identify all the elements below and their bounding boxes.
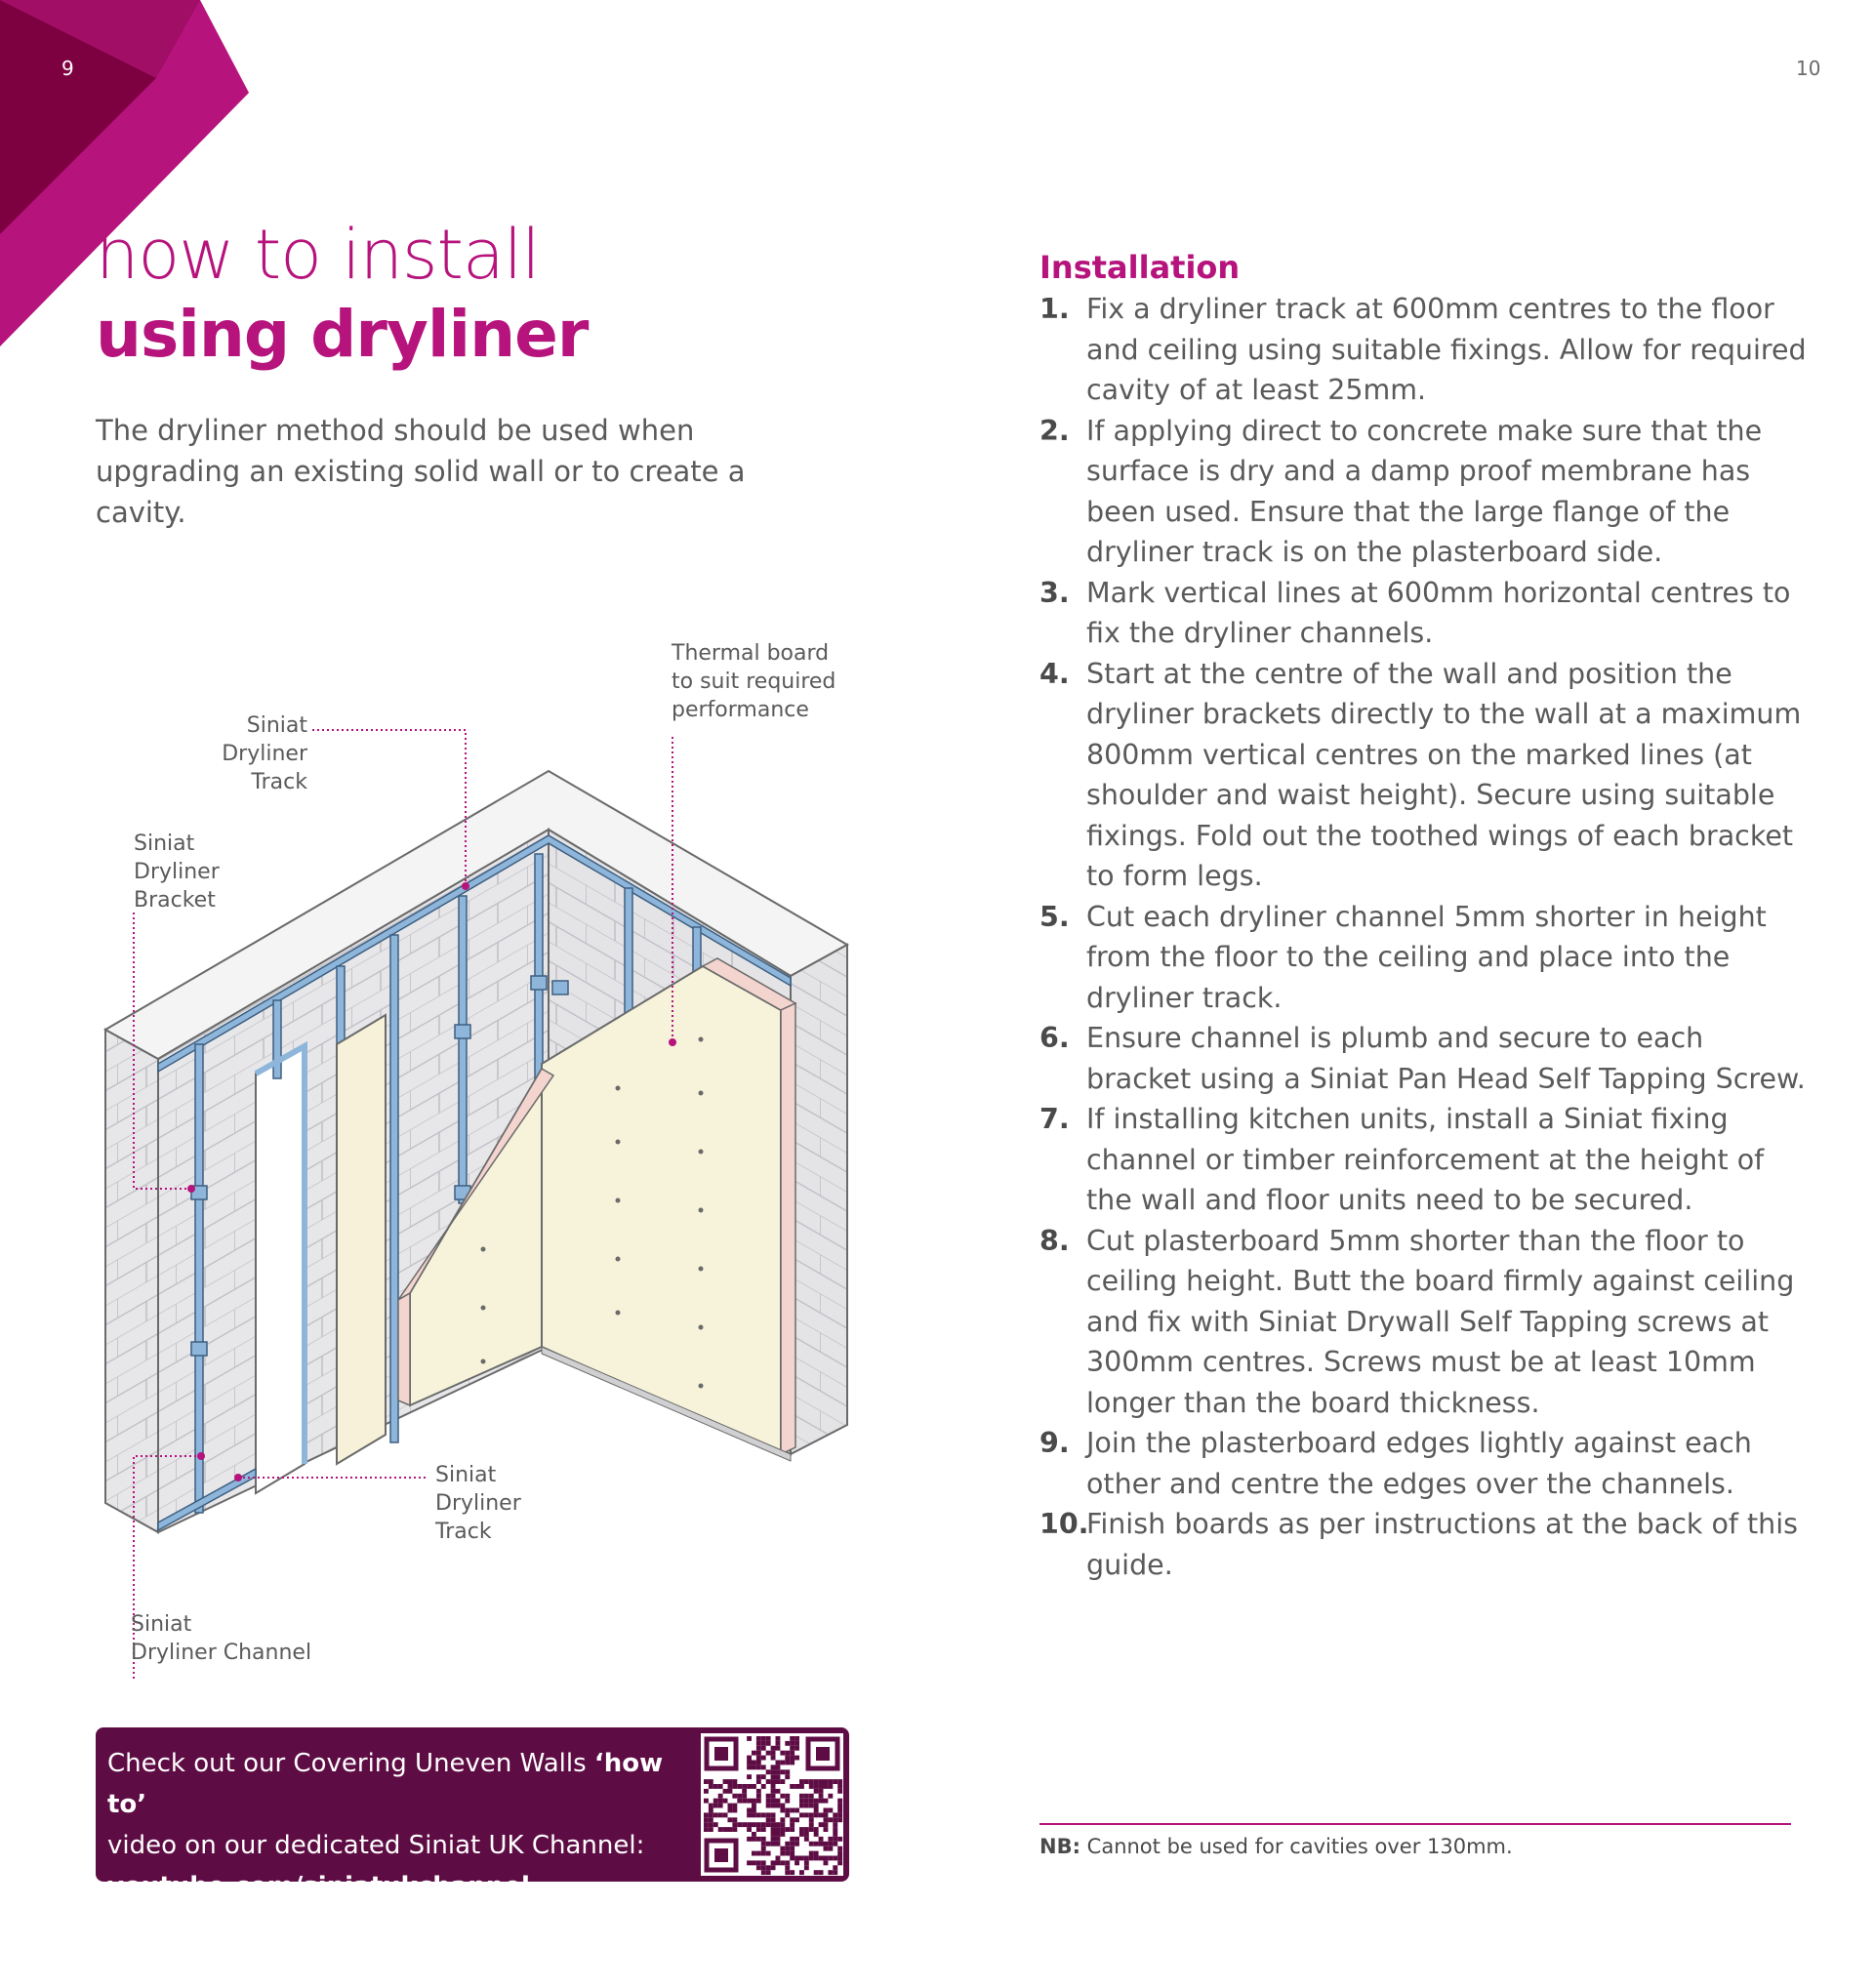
step-text: Mark vertical lines at 600mm horizontal centres to fix the dryliner channels. bbox=[1086, 576, 1791, 649]
step-number: 1. bbox=[1039, 293, 1070, 325]
label-bracket-line3: Bracket bbox=[134, 888, 216, 913]
step-text: Join the plasterboard edges lightly against each other and centre the edges over the channels. bbox=[1086, 1427, 1752, 1500]
label-thermal-board-line3: performance bbox=[672, 698, 809, 722]
step-item bbox=[1039, 897, 1811, 1019]
label-track-top-line1: Siniat bbox=[246, 713, 307, 738]
note-divider bbox=[1039, 1823, 1791, 1825]
step-text: Start at the centre of the wall and position the dryliner brackets directly to the wall at a maximum 800mm vertical centres on the marked lines (at shoulder and waist height). Secure using suitable fixings. Fold out the toothed wings of each bracket to form legs. bbox=[1086, 657, 1802, 892]
step-number: 6. bbox=[1039, 1022, 1070, 1054]
step-item bbox=[1039, 1221, 1811, 1424]
label-bracket-line2: Dryliner bbox=[134, 860, 220, 884]
step-number: 10. bbox=[1039, 1508, 1089, 1540]
label-dryliner-track-bottom bbox=[435, 1461, 521, 1546]
step-item bbox=[1039, 1423, 1811, 1504]
label-channel-line1: Siniat bbox=[131, 1612, 192, 1637]
step-item bbox=[1039, 654, 1811, 897]
step-text: Finish boards as per instructions at the back of this guide. bbox=[1086, 1508, 1798, 1581]
plasterboard-left bbox=[337, 1015, 386, 1464]
step-item bbox=[1039, 1018, 1811, 1099]
installation-steps bbox=[1039, 289, 1811, 1585]
label-thermal-board-line2: to suit required bbox=[672, 669, 836, 694]
door-opening bbox=[256, 1046, 305, 1493]
step-number: 7. bbox=[1039, 1103, 1070, 1135]
thermal-board-side-right bbox=[781, 1003, 795, 1454]
promo-line1 bbox=[107, 1743, 693, 1825]
step-item bbox=[1039, 573, 1811, 654]
label-thermal-board bbox=[672, 639, 835, 724]
step-text: If applying direct to concrete make sure that the surface is dry and a damp proof membrane has been used. Ensure that the large flange of the dryliner track is on the plasterboard side. bbox=[1086, 414, 1763, 568]
promo-text bbox=[107, 1743, 693, 1907]
step-item bbox=[1039, 1099, 1811, 1221]
step-number: 8. bbox=[1039, 1224, 1070, 1257]
page-title-line2: using dryliner bbox=[96, 297, 589, 372]
installation-heading: Installation bbox=[1039, 249, 1241, 286]
step-item bbox=[1039, 411, 1811, 573]
left-wall-end bbox=[105, 1030, 158, 1532]
label-thermal-board-line1: Thermal board bbox=[672, 641, 830, 666]
label-track-bottom-line2: Dryliner bbox=[435, 1491, 521, 1516]
thermal-board-left-edge bbox=[398, 1293, 410, 1405]
label-track-bottom-line3: Track bbox=[435, 1520, 492, 1544]
step-item bbox=[1039, 289, 1811, 411]
step-text: Ensure channel is plumb and secure to each bracket using a Siniat Pan Head Self Tapping Screw. bbox=[1086, 1022, 1806, 1095]
promo-line2: video on our dedicated Siniat UK Channel: bbox=[107, 1831, 645, 1860]
label-channel-line2: Dryliner Channel bbox=[131, 1641, 312, 1665]
promo-line1-bold: ‘how to’ bbox=[107, 1749, 664, 1819]
step-text: Fix a dryliner track at 600mm centres to the floor and ceiling using suitable fixings. Allow for required cavity of at least 25mm. bbox=[1086, 293, 1807, 406]
step-text: If installing kitchen units, install a Siniat fixing channel or timber reinforcement at the height of the wall and floor units need to be secured. bbox=[1086, 1103, 1765, 1216]
right-wall-end bbox=[791, 945, 847, 1454]
step-text: Cut plasterboard 5mm shorter than the floor to ceiling height. Butt the board firmly against ceiling and fix with Siniat Drywall Self Tapping screws at 300mm centres. Screws must be at least 10mm longer than the board thickness. bbox=[1086, 1224, 1795, 1419]
note bbox=[1039, 1835, 1513, 1858]
step-number: 3. bbox=[1039, 576, 1070, 609]
page-number-left: 9 bbox=[61, 57, 74, 80]
label-track-top-line3: Track bbox=[251, 770, 307, 794]
step-text: Cut each dryliner channel 5mm shorter in height from the floor to the ceiling and place into the dryliner track. bbox=[1086, 900, 1767, 1014]
step-number: 2. bbox=[1039, 414, 1070, 447]
step-number: 4. bbox=[1039, 657, 1070, 690]
label-bracket-line1: Siniat bbox=[134, 832, 195, 856]
intro-paragraph: The dryliner method should be used when upgrading an existing solid wall or to create a cavity. bbox=[96, 414, 746, 529]
note-label: NB: bbox=[1039, 1835, 1080, 1858]
step-number: 5. bbox=[1039, 900, 1070, 933]
youtube-link[interactable]: youtube.com/siniatukchannel bbox=[107, 1872, 530, 1901]
qr-code[interactable] bbox=[701, 1733, 843, 1876]
label-dryliner-track-top bbox=[210, 711, 307, 796]
label-track-top-line2: Dryliner bbox=[222, 742, 307, 766]
step-number: 9. bbox=[1039, 1427, 1070, 1459]
label-dryliner-bracket bbox=[134, 830, 220, 914]
promo-line1-prefix: Check out our Covering Uneven Walls bbox=[107, 1749, 594, 1778]
note-text: Cannot be used for cavities over 130mm. bbox=[1080, 1835, 1513, 1858]
page-title-line1: how to install bbox=[96, 215, 540, 295]
label-dryliner-channel bbox=[131, 1610, 311, 1667]
page-number-right: 10 bbox=[1796, 57, 1821, 80]
step-item bbox=[1039, 1504, 1811, 1585]
label-track-bottom-line1: Siniat bbox=[435, 1463, 497, 1487]
